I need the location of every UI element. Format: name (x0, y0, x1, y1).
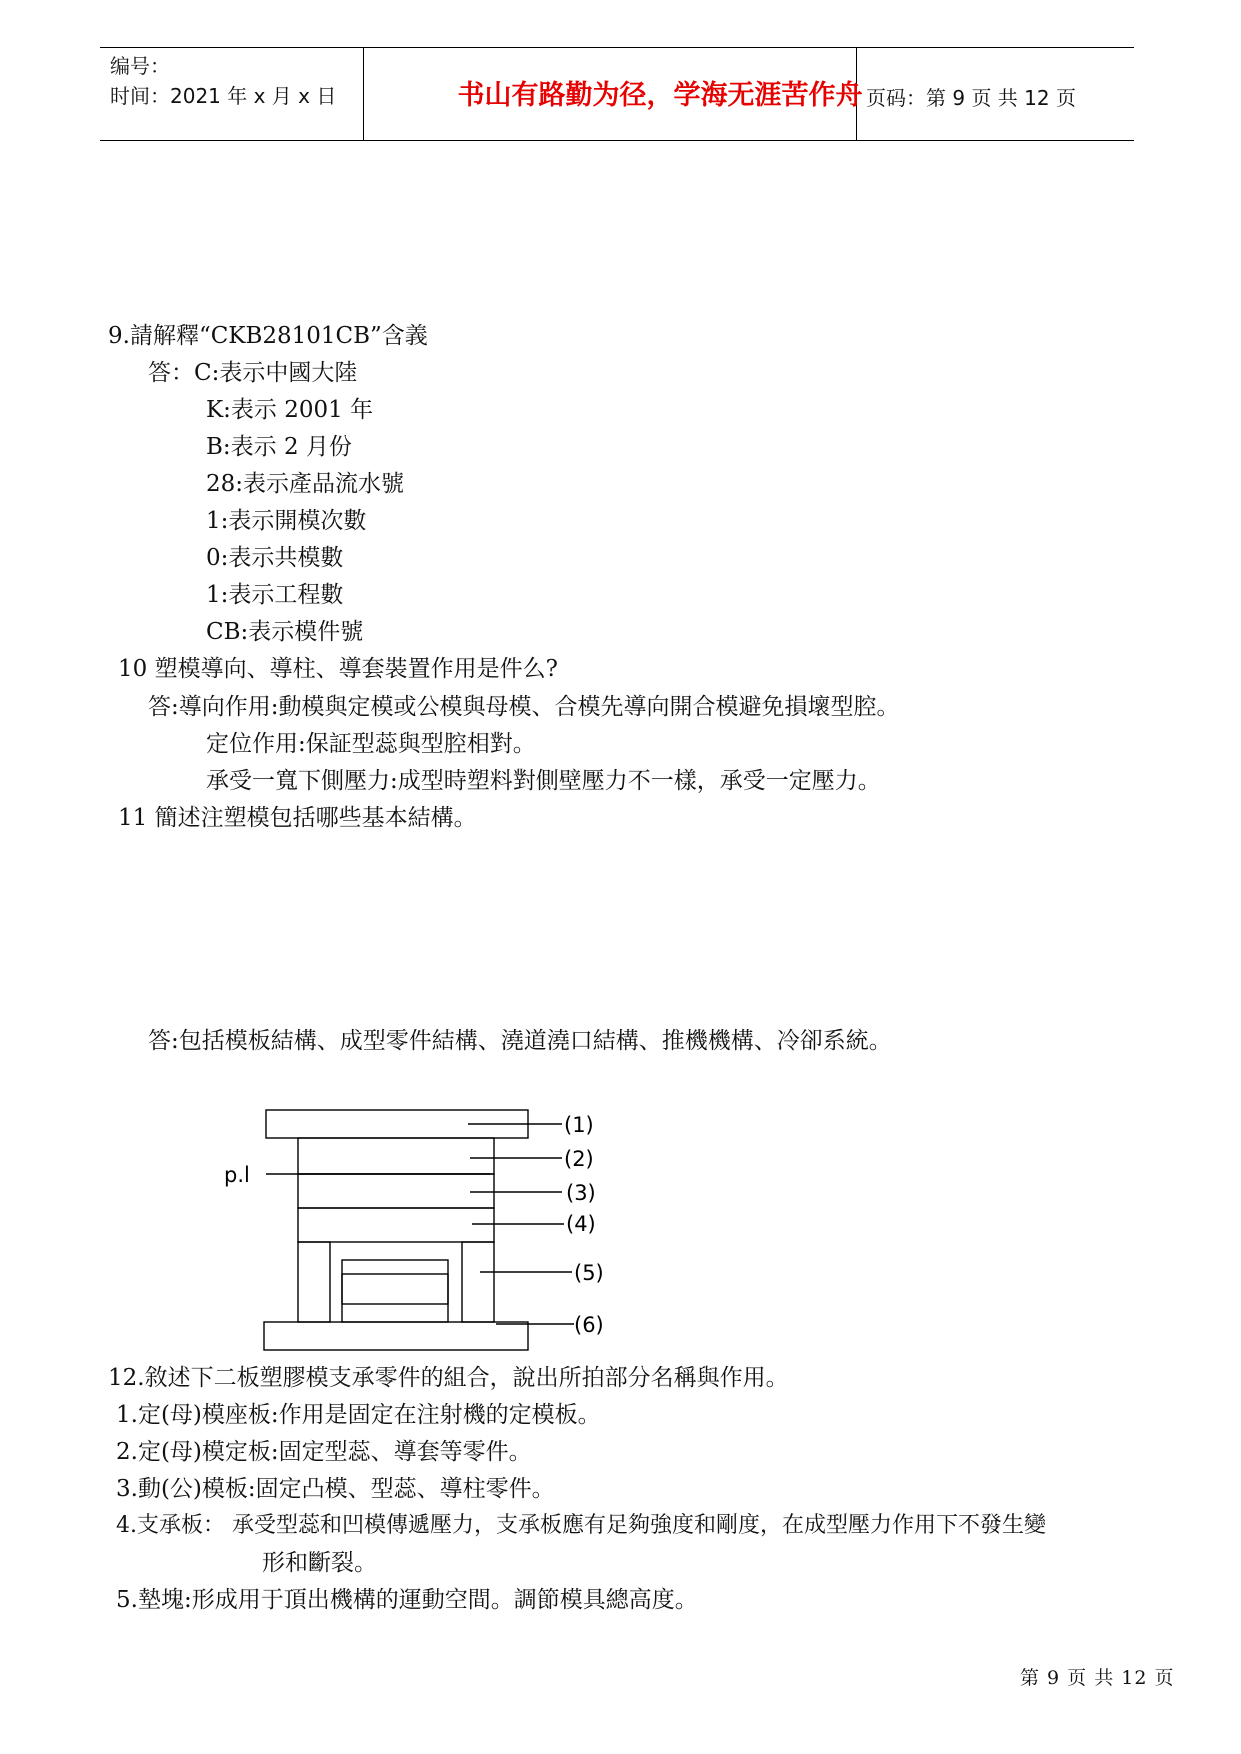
spacer-block-left (298, 1242, 330, 1322)
question-12: 12.敘述下二板塑膠模支承零件的組合，說出所拍部分名稱與作用。 (108, 1365, 789, 1391)
mold-plate-6 (264, 1322, 528, 1350)
callout-3: (3) (566, 1181, 596, 1205)
number-label: 编号： (110, 54, 170, 78)
answer-9-line: K:表示 2001 年 (206, 397, 374, 423)
ejector-plate-upper (342, 1260, 448, 1304)
answer-9-line: 0:表示共模數 (206, 545, 344, 571)
answer-9-line: B:表示 2 月份 (206, 434, 352, 460)
question-10: 10 塑模導向、導柱、導套裝置作用是件么? (118, 656, 558, 682)
mold-plate-2 (298, 1138, 494, 1174)
answer-12-line: 形和斷裂。 (262, 1550, 377, 1576)
page-footer: 第 9 页 共 12 页 (1020, 1667, 1175, 1689)
answer-10-line: 定位作用:保証型蕊與型腔相對。 (206, 731, 536, 757)
question-11: 11 簡述注塑模包括哪些基本結構。 (118, 805, 477, 831)
callout-4: (4) (566, 1212, 596, 1236)
header-motto: 书山有路勤为径，学海无涯苦作舟 (457, 80, 863, 111)
answer-10-line: 承受一寬下側壓力:成型時塑料對側壁壓力不一樣，承受一定壓力。 (206, 768, 881, 794)
time-label: 时间：2021 年 x 月 x 日 (110, 84, 337, 108)
ejector-plate-lower (342, 1274, 448, 1322)
header-top-rule (100, 47, 1134, 48)
parting-line-label: p.l (224, 1163, 250, 1187)
answer-12-line: 3.動(公)模板:固定凸模、型蕊、導柱零件。 (116, 1476, 555, 1502)
answer-9-line: 1:表示開模次數 (206, 508, 367, 534)
spacer-block-right (462, 1242, 494, 1322)
answer-9-line: 28:表示產品流水號 (206, 471, 405, 497)
mold-plate-3 (298, 1174, 494, 1208)
answer-11: 答:包括模板結構、成型零件結構、澆道澆口結構、推機機構、冷卻系統。 (148, 1028, 892, 1054)
answer-12-line: 5.墊塊:形成用于頂出機構的運動空間。調節模具總高度。 (116, 1587, 698, 1613)
mold-structure-diagram (200, 1100, 640, 1362)
callout-2: (2) (564, 1147, 594, 1171)
answer-12-line: 1.定(母)模座板:作用是固定在注射機的定模板。 (116, 1402, 601, 1428)
callout-5: (5) (574, 1261, 604, 1285)
header-meta (110, 51, 336, 111)
question-9: 9.請解釋“CKB28101CB”含義 (108, 323, 428, 349)
answer-9-line: 答：C:表示中國大陸 (148, 360, 358, 386)
mold-plate-4 (298, 1208, 494, 1242)
callout-6: (6) (574, 1313, 604, 1337)
answer-9-line: CB:表示模件號 (206, 619, 364, 645)
answer-10-line: 答:導向作用:動模與定模或公模與母模、合模先導向開合模避免損壞型腔。 (148, 694, 900, 720)
answer-12-line: 4.支承板： 承受型蕊和凹模傳遞壓力，支承板應有足夠強度和剛度，在成型壓力作用下不發生變 (116, 1513, 1046, 1538)
callout-1: (1) (564, 1113, 594, 1137)
header-bottom-rule (100, 140, 1134, 141)
answer-9-line: 1:表示工程數 (206, 582, 344, 608)
answer-12-line: 2.定(母)模定板:固定型蕊、導套等零件。 (116, 1439, 532, 1465)
header-page-label: 页码：第 9 页 共 12 页 (866, 86, 1076, 110)
page-header (100, 47, 1134, 141)
